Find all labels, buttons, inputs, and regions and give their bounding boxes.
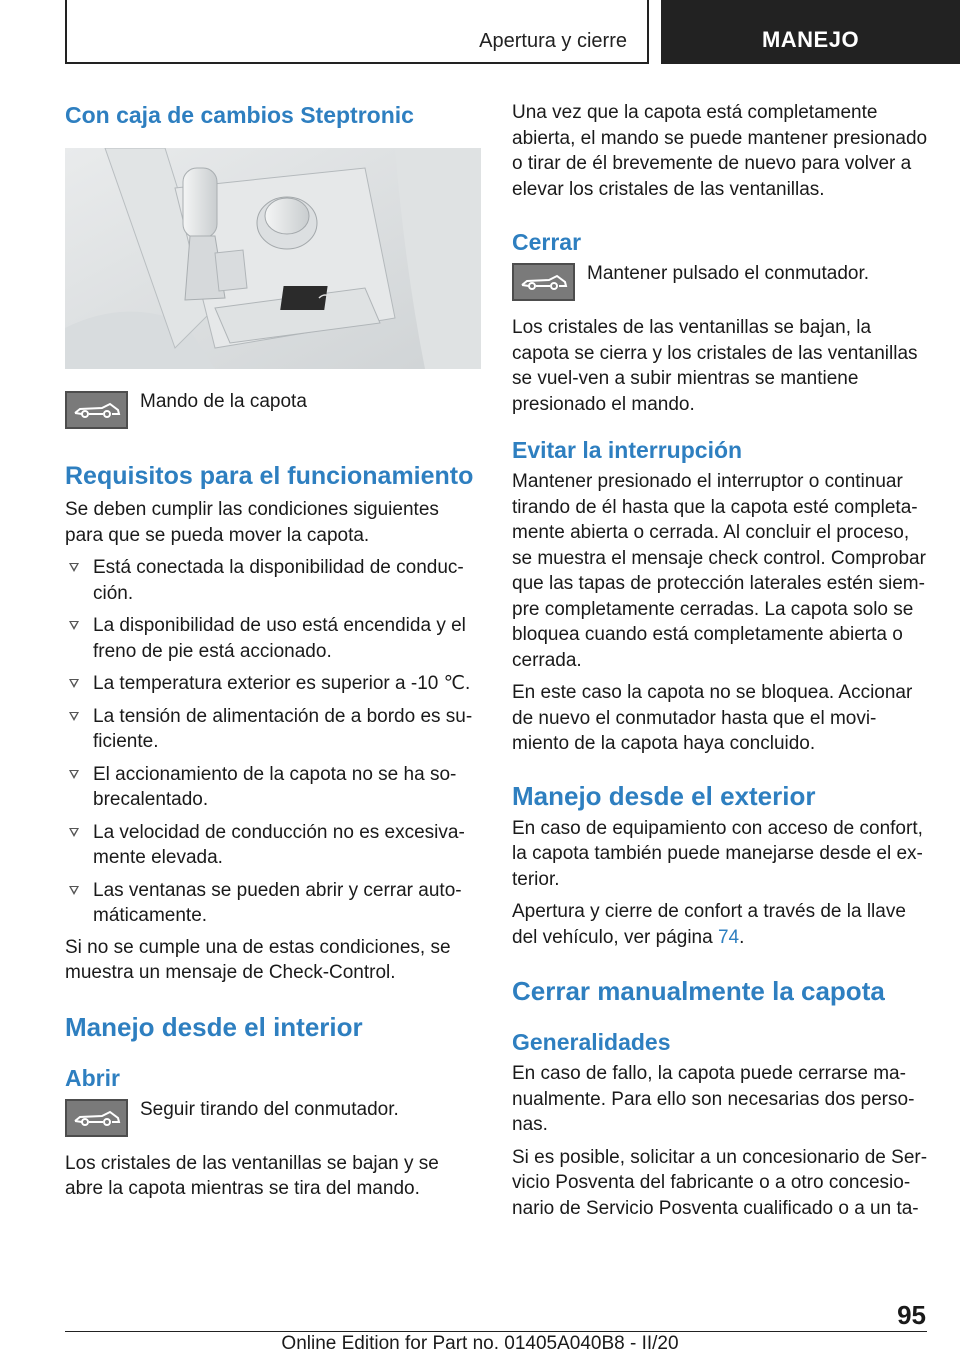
gear-selector-photo xyxy=(65,148,481,369)
list-item: Las ventanas se pueden abrir y cerrar auto‐máticamente. xyxy=(65,878,481,929)
heading-interior: Manejo desde el interior xyxy=(65,1011,363,1042)
paragraph-exterior-1: En caso de equipamiento con acceso de confort, la capota también puede manejarse desde el ex‐terior. xyxy=(512,817,923,890)
cerrar-instruction-row xyxy=(512,263,928,301)
page-reference-link[interactable]: 74 xyxy=(717,926,740,948)
paragraph-evitar-1: Mantener presionado el interruptor o continuar tirando de él hasta que la capota esté completa‐mente abierta o cerrada. Al concluir el proceso, se muestra el mensaje check control. Comprobar que las tapas de protección laterales estén siem‐pre completamente cerradas. La capota solo se bloquea cuando está completamente abierta o cerrada. xyxy=(512,471,926,671)
heading-manual: Cerrar manualmente la capota xyxy=(512,976,885,1006)
heading-abrir: Abrir xyxy=(65,1064,120,1091)
caption-row xyxy=(65,391,481,429)
left-column xyxy=(65,100,481,1202)
heading-steptronic: Con caja de cambios Steptronic xyxy=(65,102,414,128)
bullet-triangle-icon xyxy=(69,563,79,572)
center-console-illustration xyxy=(65,148,481,369)
paragraph-abrir: Los cristales de las ventanillas se bajan y se abre la capota mientras se tira del mando. xyxy=(65,1152,439,1199)
paragraph-check-control: Si no se cumple una de estas condiciones, se muestra un mensaje de Check-Control. xyxy=(65,936,451,983)
header-section-title: Apertura y cierre xyxy=(479,30,627,52)
list-item: La velocidad de conducción no es excesiva‐mente elevada. xyxy=(65,820,481,871)
footer-divider xyxy=(65,1331,927,1332)
right-column xyxy=(512,100,928,1221)
list-item: La disponibilidad de uso está encendida y el freno de pie está accionado. xyxy=(65,613,481,664)
bullet-triangle-icon xyxy=(69,828,79,837)
bullet-triangle-icon xyxy=(69,679,79,688)
paragraph-cerrar: Los cristales de las ventanillas se bajan, la capota se cierra y los cristales de las ventanillas se vuel‐ven a subir mientras se mantiene presionado el mando. xyxy=(512,317,918,415)
paragraph-evitar-2: En este caso la capota no se bloquea. Accionar de nuevo el conmutador hasta que el movi‐miento de la capota haya concluido. xyxy=(512,682,913,754)
convertible-car-icon xyxy=(65,1099,128,1137)
paragraph-exterior-2: Apertura y cierre de confort a través de la llave del vehículo, ver página 74. xyxy=(512,901,906,948)
photo-caption: Mando de la capota xyxy=(140,391,307,412)
paragraph-generalidades-1: En caso de fallo, la capota puede cerrarse ma‐nualmente. Para ello son necesarias dos perso‐nas. xyxy=(512,1063,915,1135)
heading-evitar: Evitar la interrupción xyxy=(512,437,743,463)
header-frame xyxy=(65,0,649,64)
paragraph-intro: Una vez que la capota está completamente abierta, el mando se puede mantener presionado o tirar de él brevemente de nuevo para volver a elevar los cristales de las ventanillas. xyxy=(512,102,928,200)
list-item: La tensión de alimentación de a bordo es su‐ficiente. xyxy=(65,704,481,755)
paragraph-generalidades-2: Si es posible, solicitar a un concesionario de Ser‐vicio Posventa del fabricante o a otro concesio‐nario de Servicio Posventa cualificado o a un ta‐ xyxy=(512,1146,928,1219)
page-number: 95 xyxy=(897,1300,926,1330)
heading-requisitos: Requisitos para el funcionamiento xyxy=(65,462,474,490)
header-chapter-tab xyxy=(661,0,960,64)
convertible-car-icon xyxy=(65,391,128,429)
footer-edition: Online Edition for Part no. 01405A040B8 - II/20 xyxy=(281,1333,679,1354)
heading-cerrar: Cerrar xyxy=(512,229,582,255)
bullet-triangle-icon xyxy=(69,712,79,721)
header-chapter-label: MANEJO xyxy=(761,27,860,52)
abrir-instruction-row xyxy=(65,1099,481,1137)
cerrar-instruction: Mantener pulsado el conmutador. xyxy=(587,263,870,284)
list-item: La temperatura exterior es superior a -10 ℃. xyxy=(65,671,481,697)
bullet-triangle-icon xyxy=(69,770,79,779)
paragraph-requisitos: Se deben cumplir las condiciones siguientes para que se pueda mover la capota. xyxy=(65,499,439,546)
list-item: El accionamiento de la capota no se ha so‐brecalentado. xyxy=(65,762,481,813)
requirements-list xyxy=(65,555,481,929)
bullet-triangle-icon xyxy=(69,621,79,630)
list-item: Está conectada la disponibilidad de conduc‐ción. xyxy=(65,555,481,606)
heading-generalidades: Generalidades xyxy=(512,1029,671,1055)
bullet-triangle-icon xyxy=(69,886,79,895)
convertible-car-icon xyxy=(512,263,575,301)
abrir-instruction: Seguir tirando del conmutador. xyxy=(140,1098,399,1120)
heading-exterior: Manejo desde el exterior xyxy=(512,780,816,811)
